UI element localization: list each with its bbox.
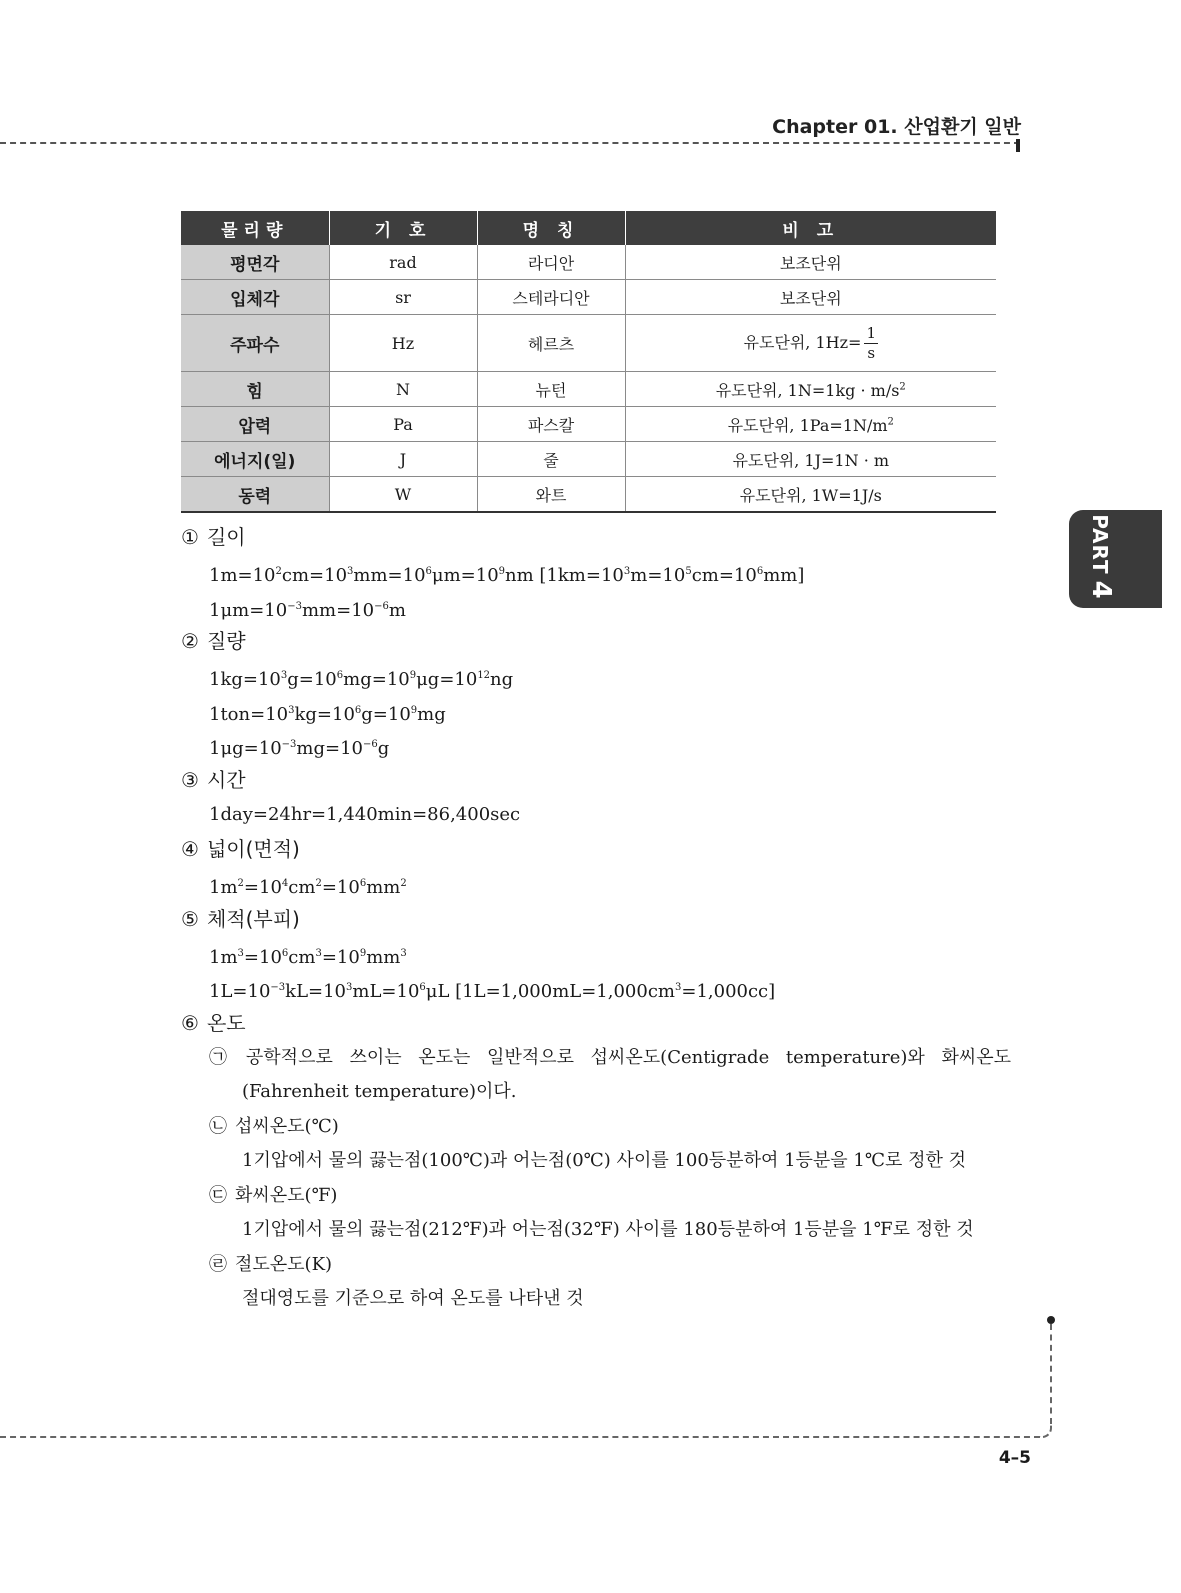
- formula-text: mg=10: [296, 738, 363, 759]
- table-row: [181, 442, 996, 477]
- exponent: 3: [623, 566, 631, 577]
- part-tab: [1069, 510, 1162, 608]
- formula-text: 1kg=10: [209, 669, 281, 690]
- formula-text: cm=10: [691, 565, 757, 586]
- name-cell: 줄: [477, 442, 625, 477]
- formula-text: mg: [417, 703, 446, 725]
- table-row: [181, 245, 996, 280]
- item-text: 공학적으로 쓰이는 온도는 일반적으로 섭씨온도(Centigrade temperature)와 화씨온도(Fahrenheit temperature)이다.: [242, 1046, 1011, 1102]
- unit-conversion-content: [181, 520, 1011, 1317]
- formula-line: [181, 971, 1011, 1006]
- formula-text: mm]: [763, 565, 805, 586]
- formula-text: mm: [366, 877, 401, 898]
- section-title-temperature: [181, 1006, 1011, 1041]
- item-mark: ㉢: [209, 1184, 227, 1206]
- side-dot: [1047, 1316, 1055, 1324]
- quantity-cell: 힘: [181, 372, 329, 407]
- column-header: 물리량: [181, 211, 329, 245]
- item-heading-text: 절도온도(K): [235, 1253, 333, 1275]
- section-title-text: 시간: [206, 767, 246, 792]
- formula-text: 1L=10: [209, 981, 271, 1002]
- header-divider: [0, 142, 1020, 144]
- exponent: 2: [315, 878, 322, 889]
- quantity-cell: 압력: [181, 407, 329, 442]
- chapter-header: Chapter 01. 산업환기 일반: [772, 116, 1021, 138]
- formula-text: g=10: [361, 703, 411, 725]
- footer-divider: [0, 1436, 1040, 1438]
- item-heading: [209, 1110, 1011, 1145]
- item-heading-text: 섭씨온도(℃): [235, 1115, 339, 1137]
- exponent: 9: [359, 947, 367, 959]
- exponent: 9: [410, 704, 418, 716]
- exponent: 6: [354, 704, 362, 716]
- formula-text: g: [377, 738, 390, 759]
- formula-text: 1μm=10: [209, 599, 288, 621]
- exponent: 3: [400, 947, 407, 959]
- section-number: ②: [181, 629, 199, 653]
- section-title-text: 넓이(면적): [206, 837, 300, 861]
- formula-text: mL=10: [352, 981, 420, 1002]
- symbol-cell: sr: [329, 280, 477, 315]
- exponent: 5: [685, 566, 692, 577]
- note-cell: [625, 407, 996, 442]
- formula-text: 1m=10: [209, 565, 276, 586]
- formula-line: 1day=24hr=1,440min=86,400sec: [209, 803, 521, 825]
- column-header: 기 호: [329, 211, 477, 245]
- formula-text: kg=10: [294, 703, 355, 725]
- item-mark: ㉡: [209, 1115, 227, 1137]
- table-row: [181, 477, 996, 513]
- section-title-text: 온도: [206, 1010, 246, 1035]
- quantity-cell: 동력: [181, 477, 329, 513]
- note-cell: [625, 315, 996, 372]
- item-heading: [209, 1248, 1011, 1283]
- formula-line: [181, 555, 1011, 590]
- note-text: 유도단위, 1N=1kg · m/s: [715, 380, 900, 400]
- exponent: 3: [346, 982, 353, 993]
- section-number: ⑤: [181, 906, 199, 931]
- formula-text: =10: [243, 877, 282, 898]
- note-cell: 유도단위, 1W=1J/s: [625, 477, 996, 513]
- formula-line: [181, 659, 1011, 694]
- part-number: 4: [1086, 580, 1116, 600]
- formula-text: μm=10: [431, 565, 499, 586]
- formula-text: cm: [288, 877, 316, 898]
- exponent: 4: [281, 878, 289, 889]
- temperature-item-kelvin: [181, 1248, 1011, 1317]
- section-number: ④: [181, 837, 199, 861]
- note-cell: 유도단위, 1J=1N · m: [625, 442, 996, 477]
- section-title-area: [181, 832, 1011, 867]
- section-title-text: 질량: [206, 629, 246, 653]
- symbol-cell: Pa: [329, 407, 477, 442]
- exponent: 2: [400, 878, 407, 889]
- name-cell: 와트: [477, 477, 625, 513]
- note-cell: 보조단위: [625, 245, 996, 280]
- footer-corner: [1038, 1420, 1052, 1438]
- fraction-denominator: s: [867, 343, 876, 362]
- section-title-text: 체적(부피): [206, 906, 300, 931]
- table-row: [181, 372, 996, 407]
- exponent: 6: [359, 878, 367, 889]
- temperature-item-general: [181, 1041, 1011, 1110]
- formula-text: =10: [321, 877, 360, 898]
- formula-text: mg=10: [343, 669, 410, 690]
- formula-text: mm=10: [301, 599, 375, 621]
- part-label: PART: [1088, 514, 1112, 575]
- symbol-cell: Hz: [329, 315, 477, 372]
- exponent: 3: [280, 670, 288, 681]
- note-text: 유도단위, 1Pa=1N/m: [727, 415, 888, 435]
- item-mark: ㉠: [209, 1046, 238, 1068]
- formula-text: 1ton=10: [209, 703, 289, 725]
- item-mark: ㉣: [209, 1253, 227, 1275]
- exponent: 6: [281, 947, 289, 959]
- exponent: 6: [756, 566, 764, 577]
- section-title-volume: [181, 902, 1011, 937]
- side-dashed-line: [1050, 1324, 1052, 1424]
- item-text: 절대영도를 기준으로 하여 온도를 나타낸 것: [242, 1288, 584, 1309]
- formula-text: nm [1km=10: [505, 565, 624, 586]
- item-text: 1기압에서 물의 끓는점(212℉)과 어는점(32℉) 사이를 180등분하여 1등분을 1℉로 정한 것: [242, 1219, 974, 1240]
- name-cell: 스테라디안: [477, 280, 625, 315]
- item-heading-text: 화씨온도(℉): [235, 1184, 338, 1206]
- symbol-cell: rad: [329, 245, 477, 280]
- exponent: 6: [336, 670, 344, 681]
- table-row: [181, 407, 996, 442]
- temperature-item-text-wrap: [209, 1041, 1011, 1110]
- formula-text: mm: [366, 946, 401, 968]
- section-number: ③: [181, 767, 199, 792]
- formula-text: kL=10: [285, 981, 347, 1002]
- formula-text: μL [1L=1,000mL=1,000cm: [425, 981, 675, 1002]
- exponent: 3: [315, 947, 322, 959]
- quantity-cell: 입체각: [181, 280, 329, 315]
- header-divider-tick: [1016, 139, 1020, 152]
- exponent: 6: [419, 982, 426, 993]
- quantity-cell: 주파수: [181, 315, 329, 372]
- section-title-text: 길이: [206, 525, 246, 549]
- formula-line: [181, 728, 1011, 763]
- item-text: 1기압에서 물의 끓는점(100℃)과 어는점(0℃) 사이를 100등분하여 1등분을 1℃로 정한 것: [242, 1150, 966, 1171]
- formula-text: =1,000cc]: [681, 981, 776, 1002]
- name-cell: 라디안: [477, 245, 625, 280]
- formula-line: [181, 867, 1011, 902]
- name-cell: 뉴턴: [477, 372, 625, 407]
- name-cell: 헤르츠: [477, 315, 625, 372]
- quantity-cell: 평면각: [181, 245, 329, 280]
- fraction: [864, 323, 878, 362]
- note-cell: [625, 372, 996, 407]
- exponent: −3: [270, 982, 286, 993]
- superscript: 2: [899, 381, 906, 393]
- formula-text: m=10: [630, 565, 686, 586]
- note-text: 유도단위, 1Hz=: [743, 332, 862, 352]
- section-number: ①: [181, 525, 199, 549]
- exponent: 2: [275, 566, 282, 577]
- units-table: [181, 211, 996, 513]
- note-cell: 보조단위: [625, 280, 996, 315]
- formula-text: 1m: [209, 877, 238, 898]
- section-number: ⑥: [181, 1010, 199, 1035]
- formula-text: cm=10: [281, 565, 348, 586]
- formula-text: =10: [321, 946, 360, 968]
- table-header-row: [181, 211, 996, 245]
- table-row: [181, 280, 996, 315]
- section-title-length: [181, 520, 1011, 555]
- exponent: −6: [363, 739, 378, 750]
- table-row: [181, 315, 996, 372]
- formula-text: =10: [243, 946, 282, 968]
- exponent: 9: [498, 566, 506, 577]
- formula-text: mm=10: [353, 565, 426, 586]
- column-header: 비 고: [625, 211, 996, 245]
- name-cell: 파스칼: [477, 407, 625, 442]
- exponent: 3: [674, 982, 682, 993]
- exponent: 3: [288, 704, 295, 716]
- exponent: 9: [409, 670, 417, 681]
- page-number: 4–5: [998, 1448, 1031, 1468]
- formula-text: 1m: [209, 946, 238, 968]
- formula-text: m: [388, 599, 406, 621]
- formula-text: ng: [490, 669, 514, 690]
- part-tab-label: [1086, 514, 1116, 600]
- quantity-cell: 에너지(일): [181, 442, 329, 477]
- formula-text: μg=10: [416, 669, 478, 690]
- symbol-cell: W: [329, 477, 477, 513]
- exponent: 3: [237, 947, 244, 959]
- item-heading: [209, 1179, 1011, 1214]
- formula-text: g=10: [287, 669, 337, 690]
- exponent: 6: [425, 566, 432, 577]
- exponent: −3: [287, 600, 302, 612]
- formula-line: [181, 937, 1011, 972]
- section-title-mass: [181, 624, 1011, 659]
- exponent: 2: [237, 878, 244, 889]
- formula-text: 1μg=10: [209, 738, 282, 759]
- section-title-time: [181, 763, 1011, 798]
- exponent: 3: [347, 566, 354, 577]
- exponent: −6: [374, 600, 389, 612]
- exponent: 12: [477, 670, 491, 681]
- formula-text: cm: [288, 946, 316, 968]
- formula-line: [181, 590, 1011, 625]
- fraction-numerator: 1: [866, 323, 876, 342]
- symbol-cell: J: [329, 442, 477, 477]
- superscript: 2: [887, 416, 894, 428]
- symbol-cell: N: [329, 372, 477, 407]
- temperature-item-celsius: [181, 1110, 1011, 1179]
- temperature-item-fahrenheit: [181, 1179, 1011, 1248]
- exponent: −3: [281, 739, 297, 750]
- column-header: 명 칭: [477, 211, 625, 245]
- formula-line: [181, 694, 1011, 729]
